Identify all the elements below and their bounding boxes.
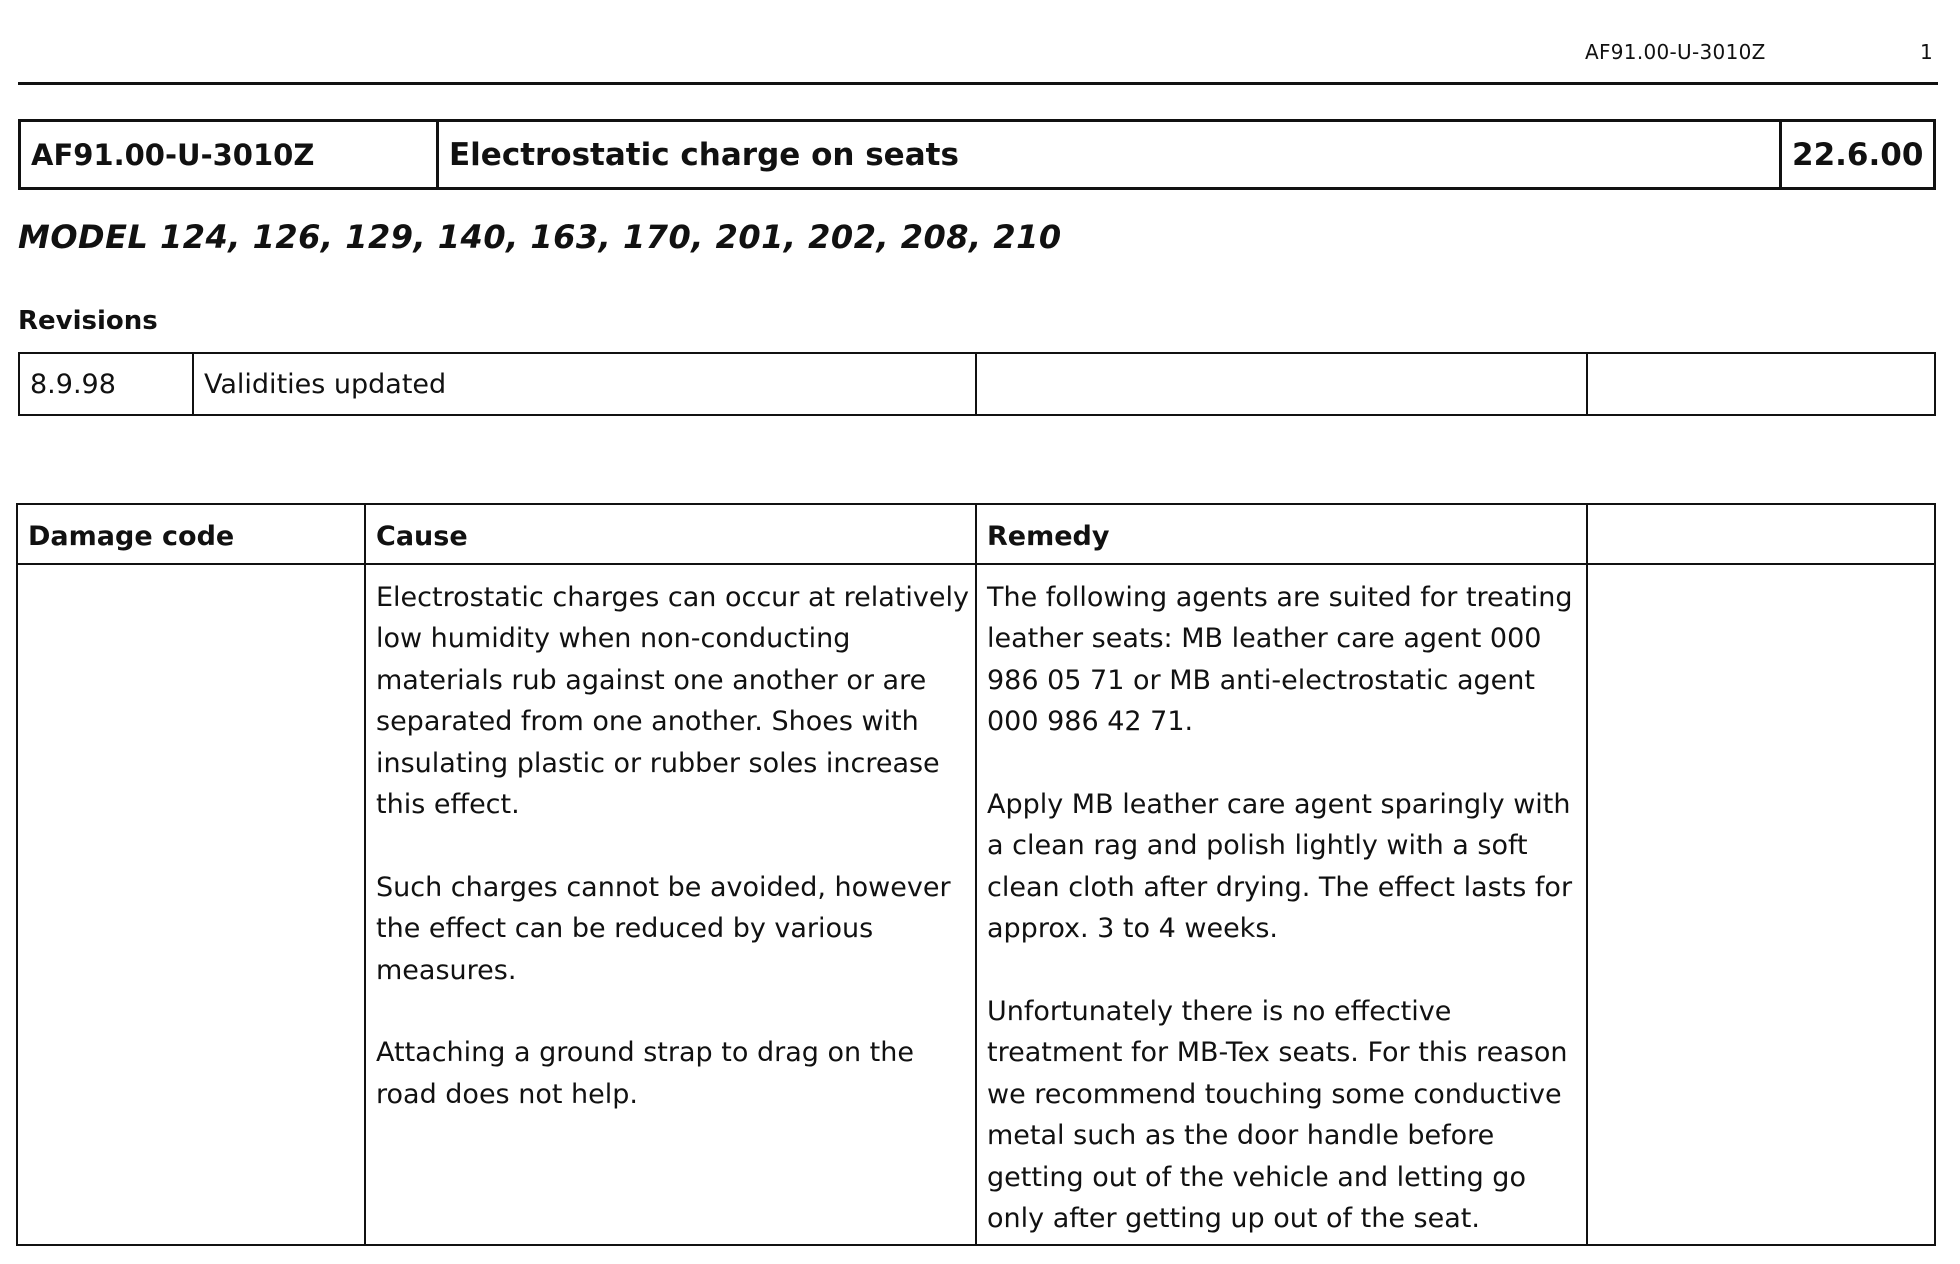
title-block-code: AF91.00-U-3010Z	[21, 122, 439, 187]
remedy-cell	[987, 577, 1582, 1239]
damage-table	[16, 503, 1936, 1246]
title-block-date: 22.6.00	[1792, 136, 1924, 173]
cause-paragraph: Such charges cannot be avoided, however the effect can be reduced by various measures.	[376, 871, 951, 986]
remedy-paragraph: Apply MB leather care agent sparingly with a clean rag and polish lightly with a soft clean cloth after drying. The effect lasts for approx. 3 to 4 weeks.	[987, 789, 1573, 945]
revision-empty-cell	[1588, 354, 1934, 414]
revision-date: 8.9.98	[20, 354, 194, 414]
title-block	[18, 119, 1936, 190]
cause-paragraph: Electrostatic charges can occur at relatively low humidity when non-conducting materials rub against one another or are separated from one another. Shoes with insulating plastic or rubber soles increase this effect.	[376, 582, 969, 821]
column-divider	[364, 505, 366, 1244]
cause-cell	[376, 577, 971, 1115]
cause-paragraph: Attaching a ground strap to drag on the road does not help.	[376, 1037, 914, 1110]
header-damage-code: Damage code	[28, 521, 235, 552]
header-divider	[18, 82, 1938, 85]
header-row-divider	[18, 563, 1934, 565]
revision-description: Validities updated	[194, 354, 977, 414]
revisions-label: Revisions	[18, 306, 158, 336]
header-cause: Cause	[376, 521, 468, 552]
revision-empty-cell	[977, 354, 1588, 414]
column-divider	[1586, 505, 1588, 1244]
model-line: MODEL 124, 126, 129, 140, 163, 170, 201, 202, 208, 210	[18, 218, 1062, 256]
remedy-paragraph: Unfortunately there is no effective treatment for MB-Tex seats. For this reason we recommend touching some conductive metal such as the door handle before getting out of the vehicle and letting go only after getting up out of the seat.	[987, 996, 1568, 1235]
revisions-table	[18, 352, 1936, 416]
header-remedy: Remedy	[987, 521, 1110, 552]
page-number: 1	[1920, 40, 1933, 64]
remedy-paragraph: The following agents are suited for treating leather seats: MB leather care agent 000 986 05 71 or MB anti-electrostatic agent 000 986 42 71.	[987, 582, 1573, 738]
column-divider	[975, 505, 977, 1244]
document-title: Electrostatic charge on seats	[439, 122, 1782, 187]
page-header-doc-code: AF91.00-U-3010Z	[1585, 40, 1766, 64]
